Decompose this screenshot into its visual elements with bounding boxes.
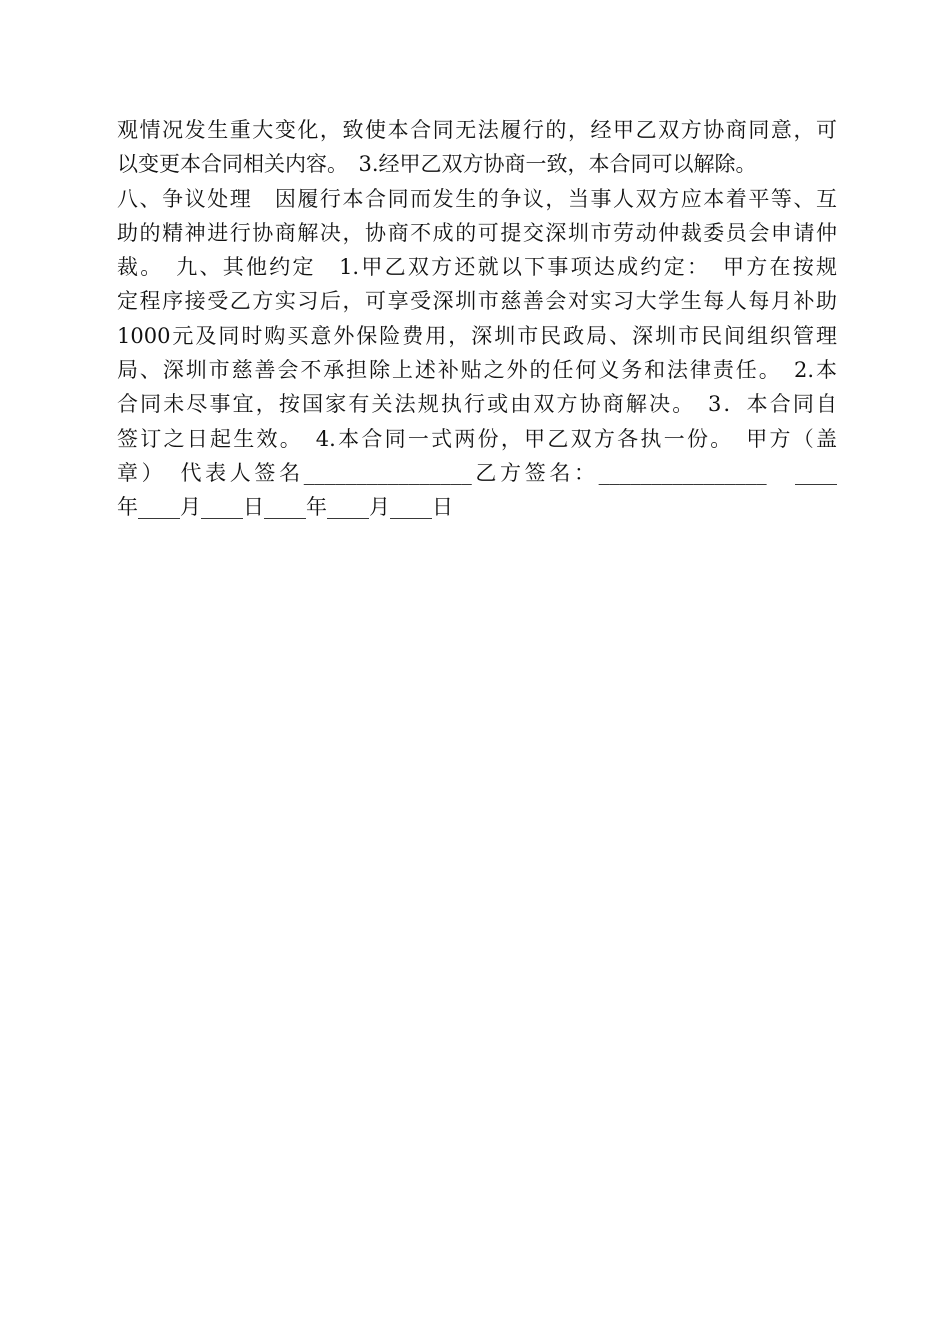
text-line: 局、深圳市慈善会不承担除上述补贴之外的任何义务和法律责任。 2.本: [117, 358, 837, 383]
text-line: 八、争议处理 因履行本合同而发生的争议，当事人双方应本着平等、互: [117, 186, 837, 211]
text-line: 裁。 九、其他约定 1.甲乙双方还就以下事项达成约定： 甲方在按规: [117, 255, 837, 280]
text-line: 定程序接受乙方实习后，可享受深圳市慈善会对实习大学生每人每月补助: [117, 289, 837, 314]
contract-text-block: [117, 113, 837, 525]
text-line: 合同未尽事宜，按国家有关法规执行或由双方协商解决。 3．本合同自: [117, 392, 837, 417]
text-line: 观情况发生重大变化，致使本合同无法履行的，经甲乙双方协商同意，可: [117, 118, 837, 142]
text-line: 1000元及同时购买意外保险费用，深圳市民政局、深圳市民间组织管理: [117, 323, 837, 348]
date-line: 年____月____日____年____月____日: [117, 495, 453, 520]
text-line: 签订之日起生效。 4.本合同一式两份，甲乙双方各执一份。 甲方（盖: [117, 426, 837, 451]
text-line: 以变更本合同相关内容。 3.经甲乙双方协商一致，本合同可以解除。: [117, 152, 757, 177]
text-line: 助的精神进行协商解决，协商不成的可提交深圳市劳动仲裁委员会申请仲: [117, 220, 837, 245]
signature-line: 章） 代表人签名________________乙方签名：________________ ____: [117, 460, 837, 485]
